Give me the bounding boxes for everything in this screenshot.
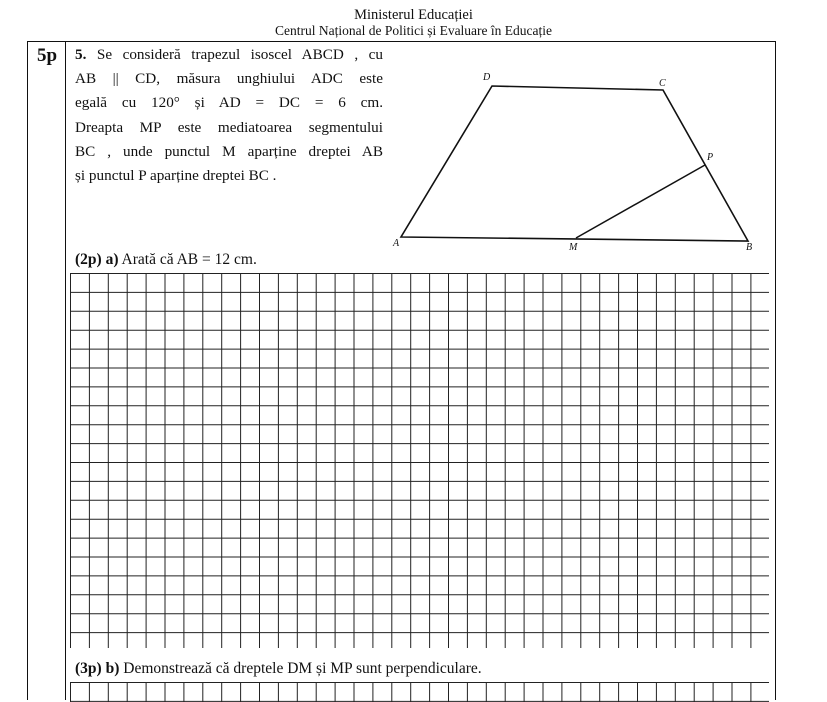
problem-line-4: Dreapta MP este mediatoarea segmentului [75,118,383,136]
label-P: P [707,152,714,163]
label-C: C [659,78,666,89]
label-B: B [746,242,753,253]
segment-mp [576,165,705,238]
label-A: A [393,238,400,249]
label-M: M [569,242,578,253]
problem-line-2: AB || CD, măsura unghiului ADC este [75,70,383,88]
trapezoid-abcd [401,86,748,241]
header-ministry: Ministerul Educației [354,7,473,23]
question-b: (3p) b) Demonstrează că dreptele DM și MP sunt perpendiculare. [75,660,482,677]
score-label: 5p [36,45,58,66]
problem-line-5: BC , unde punctul M aparține dreptei AB [75,142,383,160]
problem-line-1: 5. Se consideră trapezul isoscel ABCD , cu [75,46,383,63]
problem-line-3: egală cu 120° și AD = DC = 6 cm. [75,94,383,112]
question-a: (2p) a) Arată că AB = 12 cm. [75,251,257,268]
answer-grid-a[interactable] [70,273,770,649]
problem-line-6: și punctul P aparține dreptei BC . [75,167,277,185]
answer-grid-b[interactable] [70,682,770,702]
header-center: Centrul Național de Politici și Evaluare în Educație [274,23,553,38]
problem-number: 5. [75,46,87,63]
label-D: D [483,72,491,83]
